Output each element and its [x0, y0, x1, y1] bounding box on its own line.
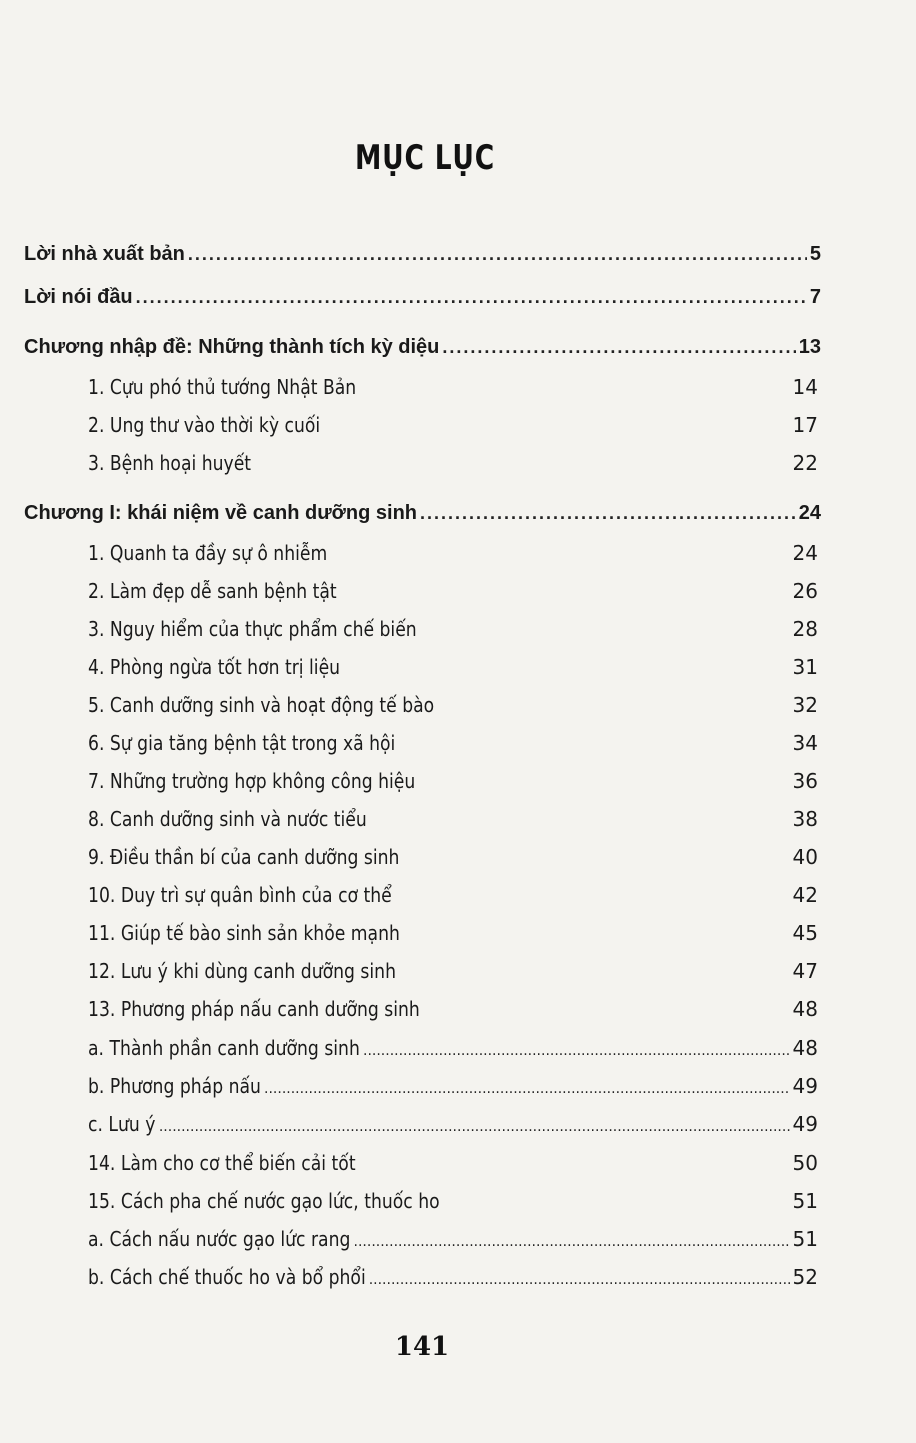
toc-item: [88, 806, 818, 832]
toc-entry-page: 24: [798, 502, 821, 524]
toc-entry-label: 4. Phòng ngừa tốt hơn trị liệu: [88, 655, 341, 679]
toc-leader-dots: [159, 1114, 790, 1140]
toc-entry-page: 47: [792, 959, 818, 983]
toc-entry-page: 14: [792, 375, 818, 399]
toc-item: [88, 374, 818, 400]
toc-leader-dots: [354, 1229, 790, 1255]
toc-entry-label: 8. Canh dưỡng sinh và nước tiểu: [88, 807, 367, 831]
toc-item: [88, 730, 818, 756]
toc-entry-page: 36: [792, 769, 818, 793]
toc-item: [88, 1150, 818, 1176]
toc-heading: [24, 284, 821, 310]
toc-item: [88, 768, 818, 794]
toc-entry-label: 12. Lưu ý khi dùng canh dưỡng sinh: [88, 959, 396, 983]
toc-entry-label: 1. Quanh ta đầy sự ô nhiễm: [88, 541, 328, 565]
toc-leader-dots: [188, 241, 807, 267]
toc-entry-label: 14. Làm cho cơ thể biến cải tốt: [88, 1151, 356, 1175]
toc-entry-label: 2. Ung thư vào thời kỳ cuối: [88, 413, 321, 437]
toc-subitem: [88, 1226, 818, 1255]
toc-entry-label: 3. Nguy hiểm của thực phẩm chế biến: [88, 617, 417, 641]
toc-entry-label: b. Cách chế thuốc ho và bổ phổi: [88, 1265, 366, 1289]
toc-leader-dots: [442, 334, 795, 360]
toc-heading: [24, 241, 821, 267]
toc-entry-label: 7. Những trường hợp không công hiệu: [88, 769, 416, 793]
toc-leader-dots: [136, 284, 807, 310]
toc-entry-page: 45: [792, 921, 818, 945]
toc-entry-label: 2. Làm đẹp dễ sanh bệnh tật: [88, 579, 337, 603]
toc-item: [88, 844, 818, 870]
toc-item: [88, 578, 818, 604]
toc-entry-label: c. Lưu ý: [88, 1112, 156, 1136]
toc-entry-label: 11. Giúp tế bào sinh sản khỏe mạnh: [88, 921, 400, 945]
toc-item: [88, 540, 818, 566]
toc-entry-label: 3. Bệnh hoại huyết: [88, 451, 252, 475]
toc-item: [88, 692, 818, 718]
toc-entry-page: 49: [792, 1112, 818, 1136]
toc-item: [88, 616, 818, 642]
toc-leader-dots: [369, 1267, 790, 1293]
toc-entry-label: Chương nhập đề: Những thành tích kỳ diệu: [24, 336, 440, 358]
toc-entry-label: a. Thành phần canh dưỡng sinh: [88, 1036, 360, 1060]
page-title: MỤC LỤC: [355, 138, 495, 178]
toc-entry-label: 9. Điều thần bí của canh dưỡng sinh: [88, 845, 400, 869]
toc-entry-page: 48: [792, 1036, 818, 1060]
toc-entry-page: 24: [792, 541, 818, 565]
toc-subitem: [88, 1264, 818, 1293]
toc-entry-label: Lời nhà xuất bản: [24, 243, 185, 265]
toc-entry-page: 51: [792, 1189, 818, 1213]
toc-entry-label: 15. Cách pha chế nước gạo lức, thuốc ho: [88, 1189, 440, 1213]
toc-entry-page: 5: [809, 243, 821, 265]
page-number: 141: [394, 1332, 450, 1362]
toc-item: [88, 1188, 818, 1214]
toc-item: [88, 996, 818, 1022]
toc-entry-page: 49: [792, 1074, 818, 1098]
toc-heading: [24, 500, 821, 526]
toc-entry-label: 5. Canh dưỡng sinh và hoạt động tế bào: [88, 693, 435, 717]
toc-entry-label: 13. Phương pháp nấu canh dưỡng sinh: [88, 997, 420, 1021]
toc-entry-page: 31: [792, 655, 818, 679]
toc-entry-page: 13: [798, 336, 821, 358]
toc-entry-page: 7: [809, 286, 821, 308]
toc-subitem: [88, 1073, 818, 1102]
toc-item: [88, 958, 818, 984]
toc-entry-label: Chương I: khái niệm về canh dưỡng sinh: [24, 502, 417, 524]
toc-entry-page: 42: [792, 883, 818, 907]
toc-item: [88, 412, 818, 438]
toc-entry-page: 40: [792, 845, 818, 869]
toc-subitem: [88, 1035, 818, 1064]
toc-entry-page: 48: [792, 997, 818, 1021]
toc-entry-page: 22: [792, 451, 818, 475]
toc-leader-dots: [363, 1038, 790, 1064]
toc-entry-page: 34: [792, 731, 818, 755]
toc-item: [88, 882, 818, 908]
toc-entry-page: 38: [792, 807, 818, 831]
toc-subitem: [88, 1111, 818, 1140]
toc-leader-dots: [264, 1076, 790, 1102]
toc-entry-page: 51: [792, 1227, 818, 1251]
toc-heading: [24, 334, 821, 360]
toc-leader-dots: [420, 500, 796, 526]
toc-entry-label: b. Phương pháp nấu: [88, 1074, 261, 1098]
toc-item: [88, 450, 818, 476]
toc-entry-page: 50: [792, 1151, 818, 1175]
toc-entry-page: 17: [792, 413, 818, 437]
toc-entry-label: Lời nói đầu: [24, 286, 133, 308]
toc-entry-label: 6. Sự gia tăng bệnh tật trong xã hội: [88, 731, 396, 755]
toc-entry-page: 52: [792, 1265, 818, 1289]
toc-entry-label: 10. Duy trì sự quân bình của cơ thể: [88, 883, 392, 907]
toc-entry-label: a. Cách nấu nước gạo lức rang: [88, 1227, 351, 1251]
toc-entry-page: 26: [792, 579, 818, 603]
toc-entry-page: 32: [792, 693, 818, 717]
toc-entry-label: 1. Cựu phó thủ tướng Nhật Bản: [88, 375, 357, 399]
toc-item: [88, 654, 818, 680]
toc-item: [88, 920, 818, 946]
toc-entry-page: 28: [792, 617, 818, 641]
